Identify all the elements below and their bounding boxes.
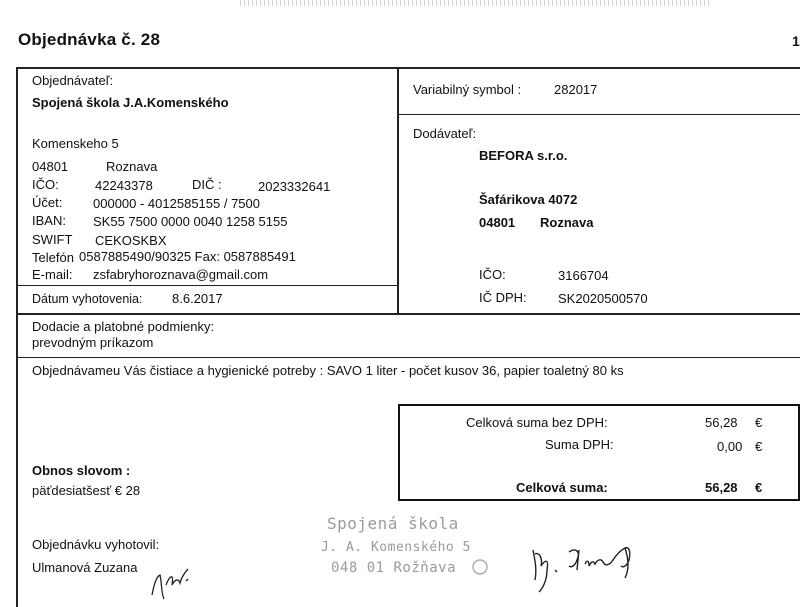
prepared-label: Objednávku vyhotovil: xyxy=(32,537,160,552)
frame-left xyxy=(16,67,18,607)
supplier-ico-label: IČO: xyxy=(479,267,506,282)
supplier-ico: 3166704 xyxy=(558,268,609,283)
orderer-city: Roznava xyxy=(106,159,158,174)
supplier-street: Šafárikova 4072 xyxy=(479,192,578,207)
frame-top xyxy=(16,67,800,69)
signature-preparer xyxy=(148,555,198,603)
school-stamp xyxy=(315,510,505,590)
orderer-phone: 0587885490/90325 Fax: 0587885491 xyxy=(79,249,296,264)
stamp-line-1: Spojená škola xyxy=(327,514,459,533)
orderer-heading: Objednávateľ: xyxy=(32,73,114,88)
orderer-dic-label: DIČ : xyxy=(192,177,222,192)
supplier-icdph: SK2020500570 xyxy=(558,291,648,306)
prepared-name: Ulmanová Zuzana xyxy=(32,560,138,575)
orderer-email-label: E-mail: xyxy=(32,267,73,282)
issue-date-label: Dátum vyhotovenia: xyxy=(32,292,143,306)
issue-date: 8.6.2017 xyxy=(172,291,223,306)
vat-value: 0,00 xyxy=(717,439,743,454)
words-label: Obnos slovom : xyxy=(32,463,131,478)
vat-currency: € xyxy=(755,439,763,454)
page-title: Objednávka č. 28 xyxy=(18,30,161,49)
orderer-name: Spojená škola J.A.Komenského xyxy=(32,95,229,110)
variable-symbol-label: Variabilný symbol : xyxy=(413,82,522,97)
orderer-email: zsfabryhoroznava@gmail.com xyxy=(93,267,269,282)
words-value: päťdesiatšesť € 28 xyxy=(32,483,141,498)
divider-terms xyxy=(16,313,800,315)
orderer-iban: SK55 7500 0000 0040 1258 5155 xyxy=(93,214,288,229)
page-number: 1 xyxy=(792,33,800,49)
divider-vsymbol xyxy=(397,114,800,115)
orderer-zip: 04801 xyxy=(32,159,69,174)
orderer-dic: 2023332641 xyxy=(258,179,331,194)
orderer-phone-label: Telefón xyxy=(32,250,74,265)
orderer-account-label: Účet: xyxy=(32,195,63,210)
terms-label: Dodacie a platobné podmienky: xyxy=(32,319,215,334)
grand-total-value: 56,28 xyxy=(705,480,738,495)
stamp-line-3: 048 01 Rožňava xyxy=(331,560,457,576)
scan-noise xyxy=(240,0,710,6)
net-total-value: 56,28 xyxy=(705,415,738,430)
supplier-zip: 04801 xyxy=(479,215,516,230)
grand-total-currency: € xyxy=(755,480,763,495)
supplier-heading: Dodávateľ: xyxy=(413,126,477,141)
net-total-currency: € xyxy=(755,415,763,430)
orderer-account: 000000 - 4012585155 / 7500 xyxy=(93,196,260,211)
variable-symbol-value: 282017 xyxy=(554,82,598,97)
supplier-city: Roznava xyxy=(540,215,594,230)
orderer-ico-label: IČO: xyxy=(32,177,59,192)
order-description: Objednávameu Vás čistiace a hygienické potreby : SAVO 1 liter - počet kusov 36, papier toaletný 80 ks xyxy=(32,363,624,378)
orderer-swift-label: SWIFT xyxy=(32,232,73,247)
supplier-icdph-label: IČ DPH: xyxy=(479,290,527,305)
stamp-circle-mark xyxy=(471,558,489,576)
vat-label: Suma DPH: xyxy=(545,437,614,452)
supplier-name: BEFORA s.r.o. xyxy=(479,148,568,163)
divider-date xyxy=(16,285,398,286)
terms-value: prevodným príkazom xyxy=(32,335,154,350)
divider-vertical xyxy=(397,67,399,314)
orderer-ico: 42243378 xyxy=(95,178,153,193)
grand-total-label: Celková suma: xyxy=(516,480,608,495)
stamp-line-2: J. A. Komenského 5 xyxy=(321,540,471,555)
orderer-iban-label: IBAN: xyxy=(32,213,66,228)
divider-description xyxy=(16,357,800,358)
net-total-label: Celková suma bez DPH: xyxy=(466,415,608,430)
orderer-swift: CEKOSKBX xyxy=(95,233,167,248)
orderer-street: Komenskeho 5 xyxy=(32,136,119,151)
signature-director xyxy=(525,530,675,600)
